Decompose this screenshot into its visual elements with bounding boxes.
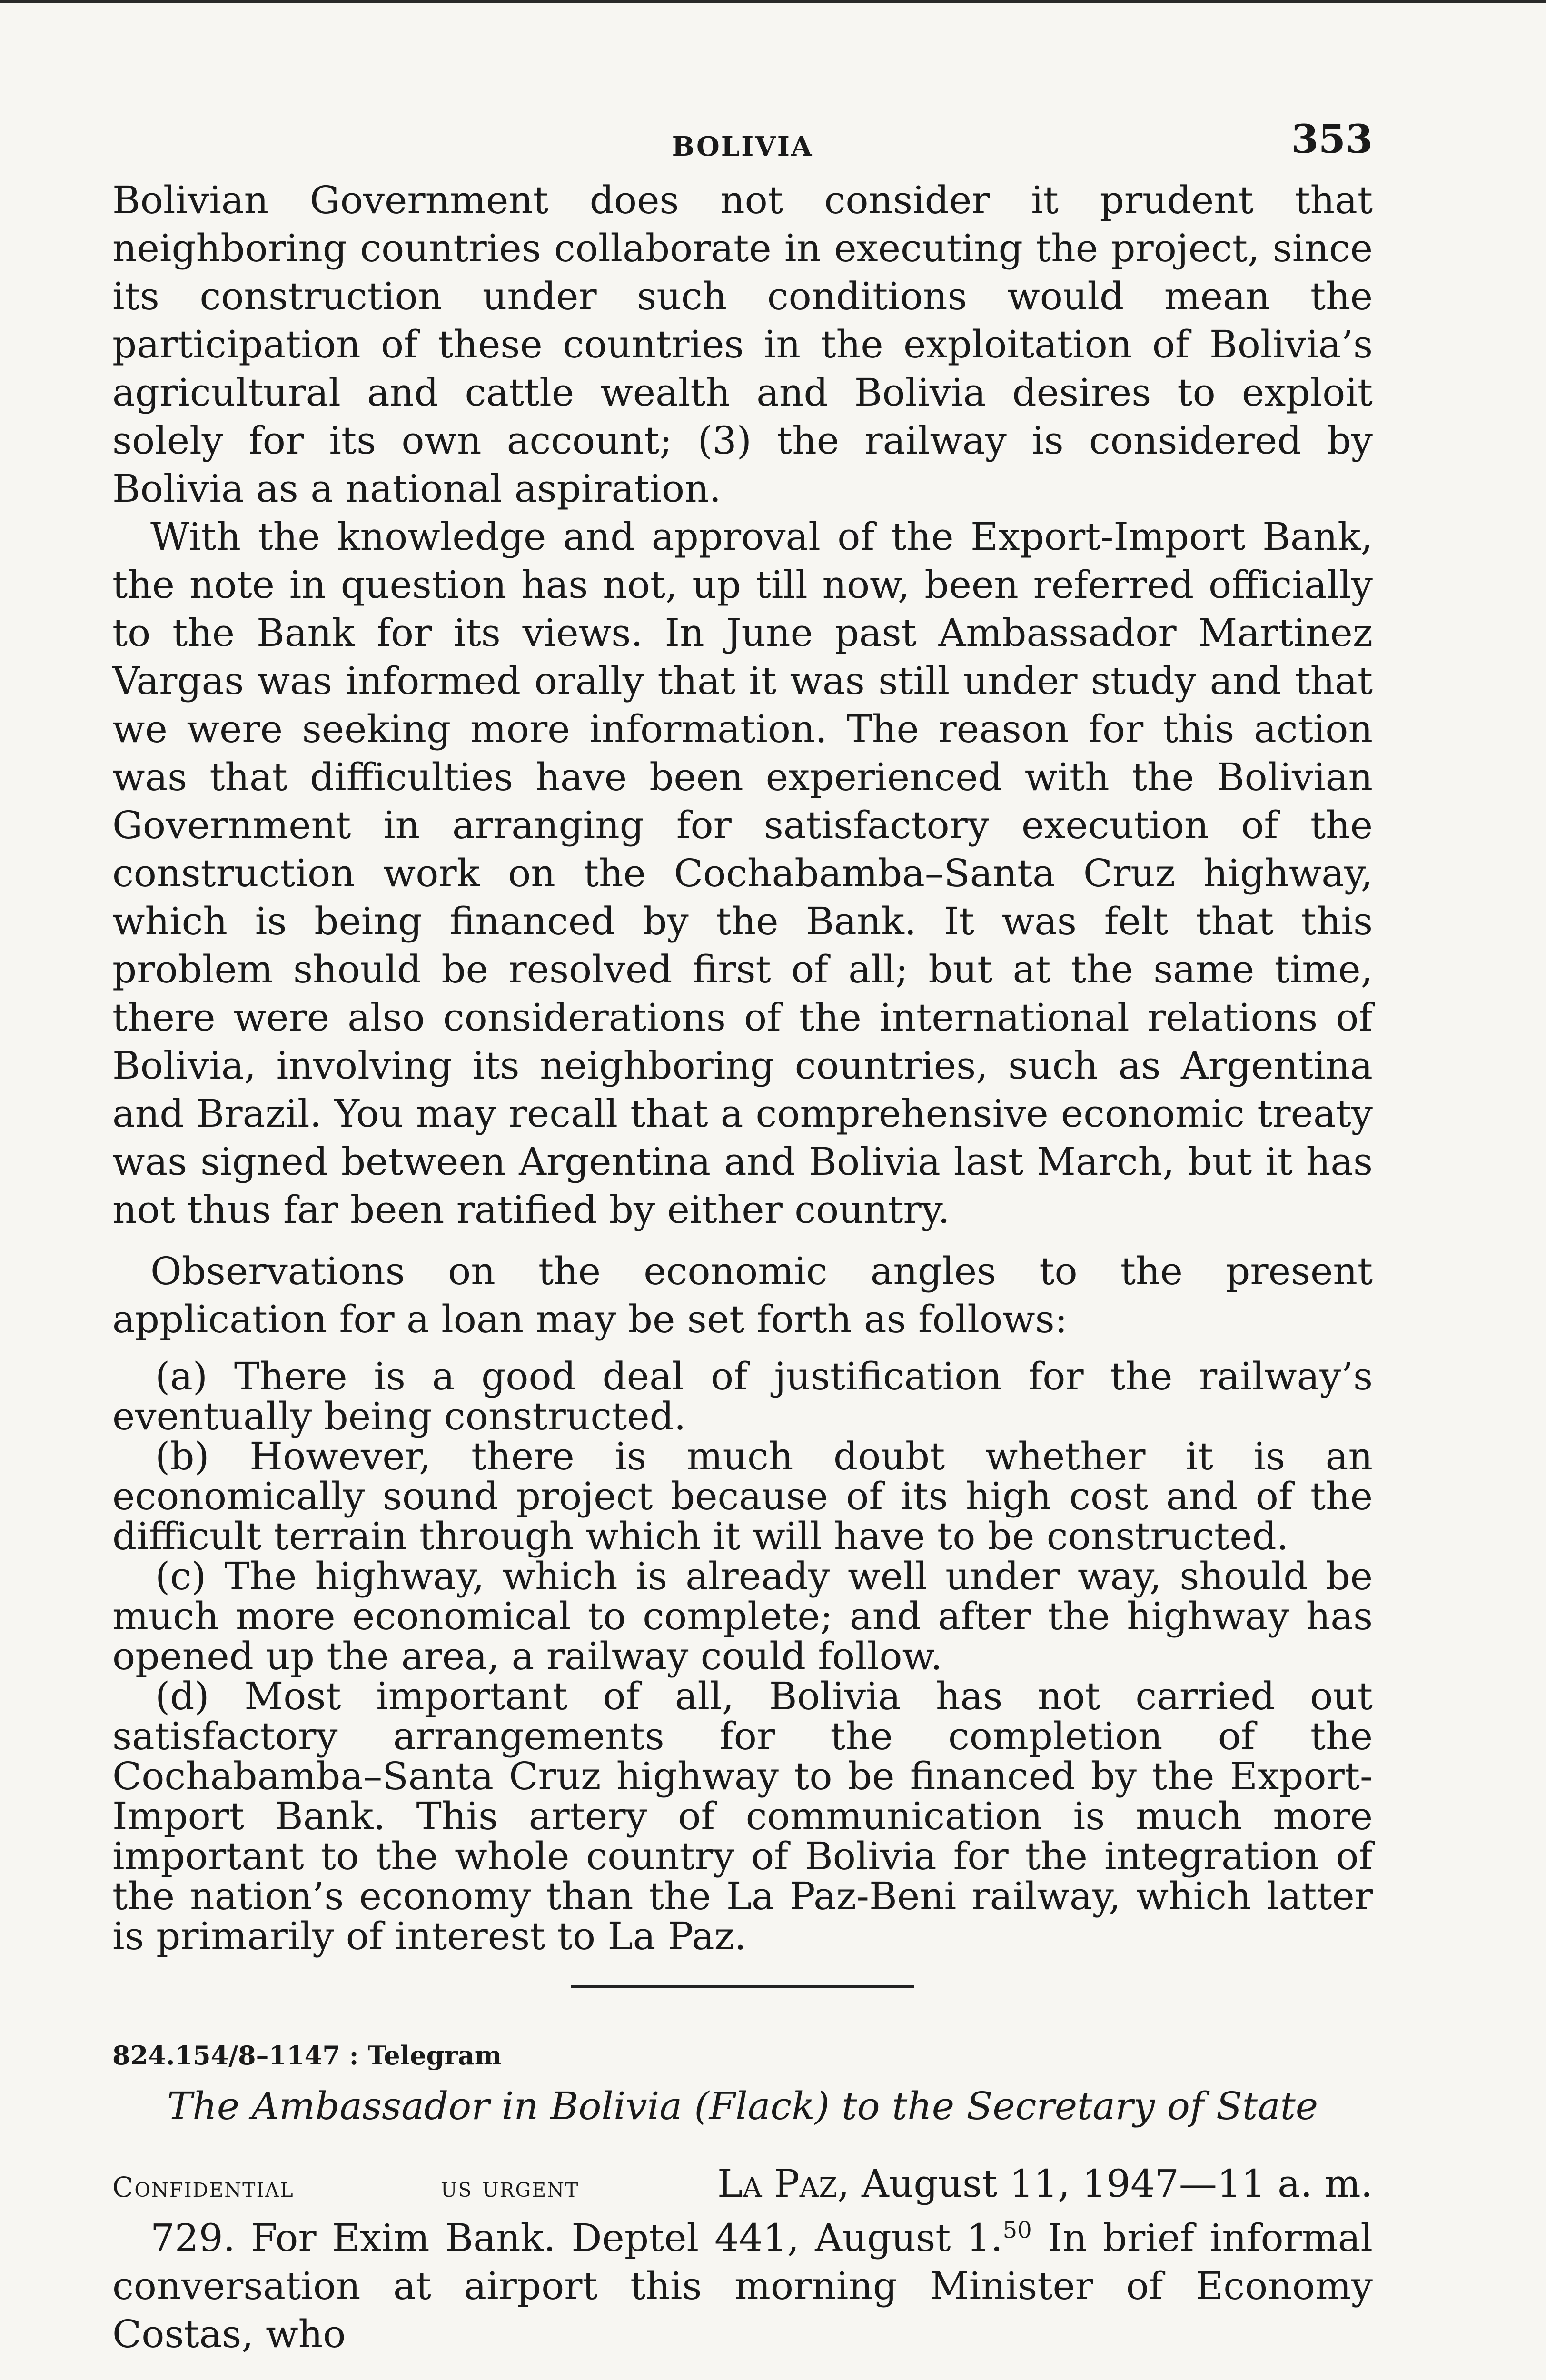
list-item xyxy=(112,1354,1373,1438)
paragraph-export-import-bank: With the knowledge and approval of the Export-Import Bank, the note in question has not, up till now, been referred officially to the Bank for its views. In June past Ambassador Martinez Vargas was informed orally that it was still under study and that we were seeking more information. The reason for this action was that difficulties have been experienced with the Bolivian Government in arranging for satisfactory execution of the construction work on the Cochabamba–Santa Cruz highway, which is being financed by the Bank. It was felt that this problem should be resolved first of all; but at the same time, there were also considerations of the international relations of Bolivia, involving its neighboring countries, such as Argentina and Brazil. You may recall that a comprehensive economic treaty was signed between Argentina and Bolivia last March, but it has not thus far been ratified by either country. xyxy=(112,515,1373,1232)
list-item-text: Most important of all, Bolivia has not carried out satisfactory arrangements for the completion of the Cochabamba–Santa Cruz highway to be financed by the Export-Import Bank. This artery of communication is much more important to the whole country of Bolivia for the integration of the nation’s economy than the La Paz-Beni railway, which latter is primarily of interest to La Paz. xyxy=(112,1674,1373,1958)
list-item-text: There is a good deal of justification for the railway’s eventually being constructed. xyxy=(112,1354,1373,1438)
telegram-title: The Ambassador in Bolivia (Flack) to the Secretary of State xyxy=(167,2084,1318,2128)
section-divider xyxy=(571,1985,914,1988)
list-item xyxy=(112,1554,1373,1678)
classification: Confidential xyxy=(112,2171,294,2203)
priority: us urgent xyxy=(441,2171,579,2203)
dateline xyxy=(112,2162,1373,2214)
list-item xyxy=(112,1676,1373,1956)
paragraph-continuation: Bolivian Government does not consider it prudent that neighboring countries collaborate in executing the project, since its construction under such conditions would mean the participation of these countries in the exploitation of Bolivia’s agricultural and cattle wealth and Bolivia desires to exploit solely for its own account; (3) the railway is considered by Bolivia as a national aspiration. xyxy=(112,178,1373,511)
place-date xyxy=(717,2162,1373,2206)
paragraph-observations-intro: Observations on the economic angles to the present application for a loan may be set forth as follows: xyxy=(112,1249,1373,1341)
document-page xyxy=(112,105,1373,2380)
file-number: 824.154/8–1147 : Telegram xyxy=(112,2040,502,2071)
list-marker: (a) xyxy=(155,1354,208,1398)
top-border xyxy=(0,0,1546,3)
list-marker: (d) xyxy=(155,1674,209,1718)
list-item xyxy=(112,1434,1373,1558)
running-title: BOLIVIA xyxy=(672,131,813,162)
footnote-reference: 50 xyxy=(1002,2217,1032,2244)
running-head xyxy=(112,105,1373,176)
telegram-body-rest: In brief informal conversation at airport this morning Minister of Economy Costas, who xyxy=(112,2216,1373,2356)
place: La Paz, xyxy=(717,2162,850,2206)
list-marker: (b) xyxy=(155,1434,209,1478)
telegram-body xyxy=(112,2214,1373,2358)
list-marker: (c) xyxy=(155,1554,207,1598)
list-item-text: The highway, which is already well under way, should be much more economical to complete; and after the highway has opened up the area, a railway could follow. xyxy=(112,1554,1373,1678)
page-number: 353 xyxy=(1291,117,1373,162)
telegram-body-start: 729. For Exim Bank. Deptel 441, August 1. xyxy=(150,2216,1003,2260)
date: August 11, 1947—11 a. m. xyxy=(862,2162,1373,2206)
observations-list xyxy=(112,1354,1373,1958)
list-item-text: However, there is much doubt whether it is an economically sound project because of its high cost and of the difficult terrain through which it will have to be constructed. xyxy=(112,1434,1373,1558)
